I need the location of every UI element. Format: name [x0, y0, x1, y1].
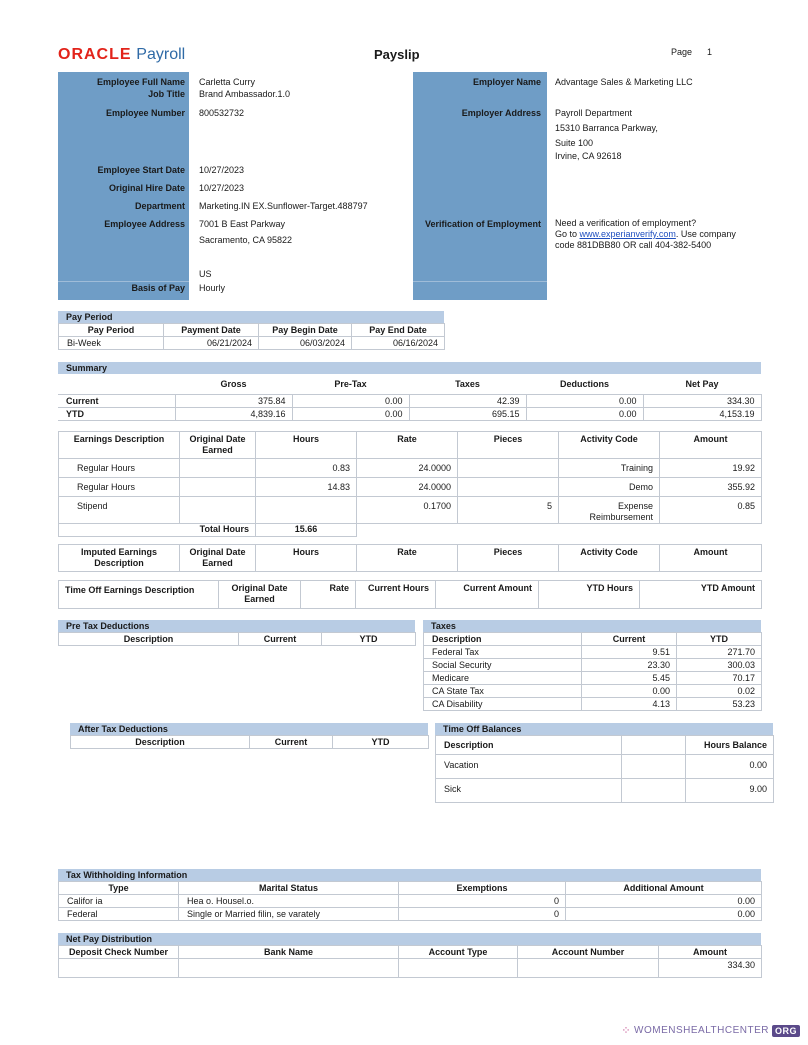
- withholding-exemptions: 0: [399, 908, 566, 921]
- verification-go-text: Go to: [555, 229, 580, 239]
- empty-cell: [559, 524, 660, 537]
- imputed-earnings-section: [58, 544, 761, 572]
- column-header: Pieces: [458, 545, 559, 572]
- table-row: [58, 407, 761, 420]
- row-label: YTD: [58, 407, 175, 420]
- column-header: Imputed Earnings Description: [59, 545, 180, 572]
- after-tax-deductions-section: [70, 723, 428, 749]
- column-header: Type: [59, 882, 179, 895]
- table-row: [424, 685, 762, 698]
- withholding-marital: Hea o. Housel.o.: [179, 895, 399, 908]
- summary-cell: 0.00: [526, 407, 643, 420]
- employer-address-line3: Suite 100: [555, 138, 594, 148]
- column-header: YTD: [677, 633, 762, 646]
- section-title: Taxes: [423, 620, 761, 632]
- employer-address-label: Employer Address: [461, 108, 541, 118]
- employer-name: Advantage Sales & Marketing LLC: [555, 77, 693, 87]
- table-row: [59, 478, 762, 497]
- summary-section: [58, 362, 761, 421]
- oracle-payroll-logo: [58, 44, 185, 65]
- summary-table: [58, 374, 762, 421]
- dots-icon: ⁘: [621, 1025, 632, 1037]
- withholding-additional: 0.00: [566, 908, 762, 921]
- earnings-section: [58, 431, 761, 537]
- time-off-earnings-table: [58, 580, 762, 609]
- employee-address-line2: Sacramento, CA 95822: [199, 235, 293, 245]
- column-header: Pay Period: [59, 324, 164, 337]
- earnings-desc: Stipend: [59, 497, 180, 524]
- summary-cell: 0.00: [292, 407, 409, 420]
- earnings-rate: 24.0000: [357, 459, 458, 478]
- balance-hours: 9.00: [686, 779, 774, 803]
- taxes-section: [423, 620, 761, 711]
- job-title-label: Job Title: [148, 89, 185, 99]
- pay-period-section: [58, 311, 444, 350]
- withholding-marital: Single or Married filin, se varately: [179, 908, 399, 921]
- table-row: [59, 459, 762, 478]
- earnings-amount: 355.92: [660, 478, 762, 497]
- column-header: Amount: [660, 545, 762, 572]
- document-title: Payslip: [374, 47, 420, 62]
- withholding-type: Federal: [59, 908, 179, 921]
- column-header: YTD: [322, 633, 416, 646]
- table-row: [59, 895, 762, 908]
- earnings-activity: Expense Reimbursement: [559, 497, 660, 524]
- table-row: [424, 659, 762, 672]
- column-header: Hours Balance: [686, 736, 774, 755]
- section-title: Pre Tax Deductions: [58, 620, 415, 632]
- employee-number: 800532732: [199, 108, 245, 118]
- table-row: [436, 755, 774, 779]
- pay-period-table: [58, 323, 445, 350]
- empty-cell: [59, 524, 180, 537]
- section-title: Summary: [58, 362, 761, 374]
- time-off-balances-table: [435, 735, 774, 803]
- column-header: Deductions: [559, 378, 609, 389]
- tax-withholding-table: [58, 881, 762, 921]
- job-title: Brand Ambassador.1.0: [199, 89, 291, 99]
- tax-desc: CA State Tax: [424, 685, 582, 698]
- table-row: [424, 646, 762, 659]
- total-hours-value: 15.66: [256, 524, 357, 537]
- earnings-hours: 14.83: [256, 478, 357, 497]
- column-header: Hours: [256, 432, 357, 459]
- column-header: Description: [424, 633, 582, 646]
- column-header: Gross: [220, 378, 247, 389]
- tax-desc: Federal Tax: [424, 646, 582, 659]
- section-title: Time Off Balances: [435, 723, 773, 735]
- column-header: YTD Hours: [539, 581, 640, 609]
- summary-cell: 42.39: [409, 394, 526, 407]
- tax-ytd: 0.02: [677, 685, 762, 698]
- column-header: Original Date Earned: [219, 581, 301, 609]
- column-header: Hours: [256, 545, 357, 572]
- earnings-table: [58, 431, 762, 537]
- earnings-pieces: [458, 459, 559, 478]
- earnings-date: [180, 459, 256, 478]
- verification-line2: [555, 229, 736, 240]
- tax-desc: Social Security: [424, 659, 582, 672]
- pre-tax-deductions-section: [58, 620, 415, 646]
- column-header: Pay Begin Date: [259, 324, 352, 337]
- column-header: Marital Status: [179, 882, 399, 895]
- withholding-exemptions: 0: [399, 895, 566, 908]
- table-row: [436, 779, 774, 803]
- column-header: Current: [582, 633, 677, 646]
- earnings-hours: [256, 497, 357, 524]
- column-header: Pre-Tax: [334, 378, 367, 389]
- tax-desc: Medicare: [424, 672, 582, 685]
- hire-date: 10/27/2023: [199, 183, 245, 193]
- time-off-balances-section: [435, 723, 773, 803]
- column-header: Account Type: [399, 946, 518, 959]
- empty-cell: [622, 755, 686, 779]
- column-header: Current: [239, 633, 322, 646]
- payroll-wordmark: Payroll: [136, 46, 186, 63]
- empty-header: [622, 736, 686, 755]
- payment-date: 06/21/2024: [164, 337, 259, 350]
- tax-current: 9.51: [582, 646, 677, 659]
- pay-period-value: Bi-Week: [59, 337, 164, 350]
- pre-tax-table: [58, 632, 416, 646]
- table-row: [59, 337, 445, 350]
- divider: [413, 281, 547, 282]
- empty-header: [58, 374, 175, 394]
- earnings-desc: Regular Hours: [59, 459, 180, 478]
- section-title: Net Pay Distribution: [58, 933, 761, 945]
- department-label: Department: [134, 201, 185, 211]
- column-header: Amount: [659, 946, 762, 959]
- total-hours-row: [59, 524, 762, 537]
- column-header: Exemptions: [399, 882, 566, 895]
- tax-current: 0.00: [582, 685, 677, 698]
- verification-after-link: . Use company: [675, 229, 736, 239]
- verification-line1: Need a verification of employment?: [555, 218, 697, 228]
- bank-name: [179, 959, 399, 978]
- column-header: Pieces: [458, 432, 559, 459]
- summary-cell: 375.84: [175, 394, 292, 407]
- table-row: [424, 698, 762, 711]
- verification-label: Verification of Employment: [424, 219, 541, 229]
- empty-cell: [622, 779, 686, 803]
- column-header: Rate: [357, 432, 458, 459]
- table-row: [424, 672, 762, 685]
- earnings-pieces: [458, 478, 559, 497]
- column-header: Description: [71, 736, 250, 749]
- basis-of-pay-label: Basis of Pay: [131, 283, 185, 293]
- empty-cell: [660, 524, 762, 537]
- column-header: Amount: [660, 432, 762, 459]
- column-header: Account Number: [518, 946, 659, 959]
- employer-address-line2: 15310 Barranca Parkway,: [555, 123, 658, 133]
- column-header: Description: [436, 736, 622, 755]
- row-label: Current: [58, 394, 175, 407]
- employee-address-line1: 7001 B East Parkway: [199, 219, 286, 229]
- summary-cell: 4,153.19: [643, 407, 761, 420]
- column-header: Current: [250, 736, 333, 749]
- column-header: Net Pay: [685, 378, 719, 389]
- total-hours-label: Total Hours: [180, 524, 256, 537]
- column-header: Bank Name: [179, 946, 399, 959]
- employee-address-label: Employee Address: [104, 219, 185, 229]
- account-type: [399, 959, 518, 978]
- withholding-additional: 0.00: [566, 895, 762, 908]
- employer-address-line1: Payroll Department: [555, 108, 633, 118]
- verification-line3: code 881DBB80 OR call 404-382-5400: [555, 240, 712, 250]
- experian-verify-link[interactable]: www.experianverify.com: [579, 229, 676, 239]
- column-header: Pay End Date: [352, 324, 445, 337]
- net-pay-table: [58, 945, 762, 978]
- employer-address-line4: Irvine, CA 92618: [555, 151, 622, 161]
- start-date: 10/27/2023: [199, 165, 245, 175]
- earnings-date: [180, 497, 256, 524]
- watermark-logo: [621, 1024, 800, 1037]
- imputed-earnings-table: [58, 544, 762, 572]
- earnings-date: [180, 478, 256, 497]
- empty-cell: [458, 524, 559, 537]
- watermark-badge: ORG: [772, 1025, 800, 1037]
- column-header: Original Date Earned: [180, 545, 256, 572]
- column-header: Current Hours: [356, 581, 436, 609]
- balance-desc: Vacation: [436, 755, 622, 779]
- earnings-activity: Demo: [559, 478, 660, 497]
- tax-desc: CA Disability: [424, 698, 582, 711]
- column-header: Rate: [301, 581, 356, 609]
- column-header: Taxes: [455, 378, 480, 389]
- earnings-hours: 0.83: [256, 459, 357, 478]
- taxes-table: [423, 632, 762, 711]
- summary-cell: 0.00: [526, 394, 643, 407]
- earnings-rate: 0.1700: [357, 497, 458, 524]
- summary-cell: 334.30: [643, 394, 761, 407]
- hire-date-label: Original Hire Date: [108, 183, 185, 193]
- empty-cell: [357, 524, 458, 537]
- employee-name-label: Employee Full Name: [96, 77, 185, 87]
- withholding-type: Califor ia: [59, 895, 179, 908]
- balance-desc: Sick: [436, 779, 622, 803]
- column-header: Rate: [357, 545, 458, 572]
- time-off-earnings-section: [58, 580, 761, 609]
- column-header: Activity Code: [559, 432, 660, 459]
- pay-end-date: 06/16/2024: [352, 337, 445, 350]
- column-header: Time Off Earnings Description: [59, 581, 219, 609]
- earnings-amount: 0.85: [660, 497, 762, 524]
- employee-number-label: Employee Number: [105, 108, 185, 118]
- tax-ytd: 271.70: [677, 646, 762, 659]
- earnings-amount: 19.92: [660, 459, 762, 478]
- column-header: Current Amount: [436, 581, 539, 609]
- balance-hours: 0.00: [686, 755, 774, 779]
- section-title: Tax Withholding Information: [58, 869, 761, 881]
- deposit-check-number: [59, 959, 179, 978]
- net-pay-amount: 334.30: [659, 959, 762, 978]
- tax-current: 23.30: [582, 659, 677, 672]
- page-label: Page: [671, 47, 693, 57]
- start-date-label: Employee Start Date: [97, 165, 185, 175]
- employer-name-label: Employer Name: [472, 77, 541, 87]
- column-header: Description: [59, 633, 239, 646]
- table-row: [59, 908, 762, 921]
- column-header: Earnings Description: [59, 432, 180, 459]
- pay-begin-date: 06/03/2024: [259, 337, 352, 350]
- tax-current: 4.13: [582, 698, 677, 711]
- tax-current: 5.45: [582, 672, 677, 685]
- employee-address-country: US: [199, 269, 212, 279]
- earnings-activity: Training: [559, 459, 660, 478]
- table-row: [58, 394, 761, 407]
- column-header: Payment Date: [164, 324, 259, 337]
- summary-cell: 4,839.16: [175, 407, 292, 420]
- tax-ytd: 70.17: [677, 672, 762, 685]
- table-row: [59, 497, 762, 524]
- section-title: Pay Period: [58, 311, 444, 323]
- earnings-desc: Regular Hours: [59, 478, 180, 497]
- watermark-site: WOMENSHEALTHCENTER: [634, 1025, 769, 1036]
- earnings-rate: 24.0000: [357, 478, 458, 497]
- tax-ytd: 53.23: [677, 698, 762, 711]
- column-header: Additional Amount: [566, 882, 762, 895]
- column-header: Original Date Earned: [180, 432, 256, 459]
- summary-cell: 0.00: [292, 394, 409, 407]
- tax-withholding-section: [58, 869, 761, 921]
- net-pay-distribution-section: [58, 933, 761, 978]
- column-header: YTD: [333, 736, 429, 749]
- column-header: Deposit Check Number: [59, 946, 179, 959]
- employee-name: Carletta Curry: [199, 77, 256, 87]
- tax-ytd: 300.03: [677, 659, 762, 672]
- basis-of-pay: Hourly: [199, 283, 226, 293]
- page-number: 1: [707, 47, 713, 57]
- table-row: [59, 959, 762, 978]
- department: Marketing.IN EX.Sunflower-Target.488797: [199, 201, 368, 211]
- section-title: After Tax Deductions: [70, 723, 428, 735]
- account-number: [518, 959, 659, 978]
- column-header: Activity Code: [559, 545, 660, 572]
- column-header: YTD Amount: [640, 581, 762, 609]
- earnings-pieces: 5: [458, 497, 559, 524]
- after-tax-table: [70, 735, 429, 749]
- summary-cell: 695.15: [409, 407, 526, 420]
- oracle-wordmark: ORACLE: [58, 46, 132, 63]
